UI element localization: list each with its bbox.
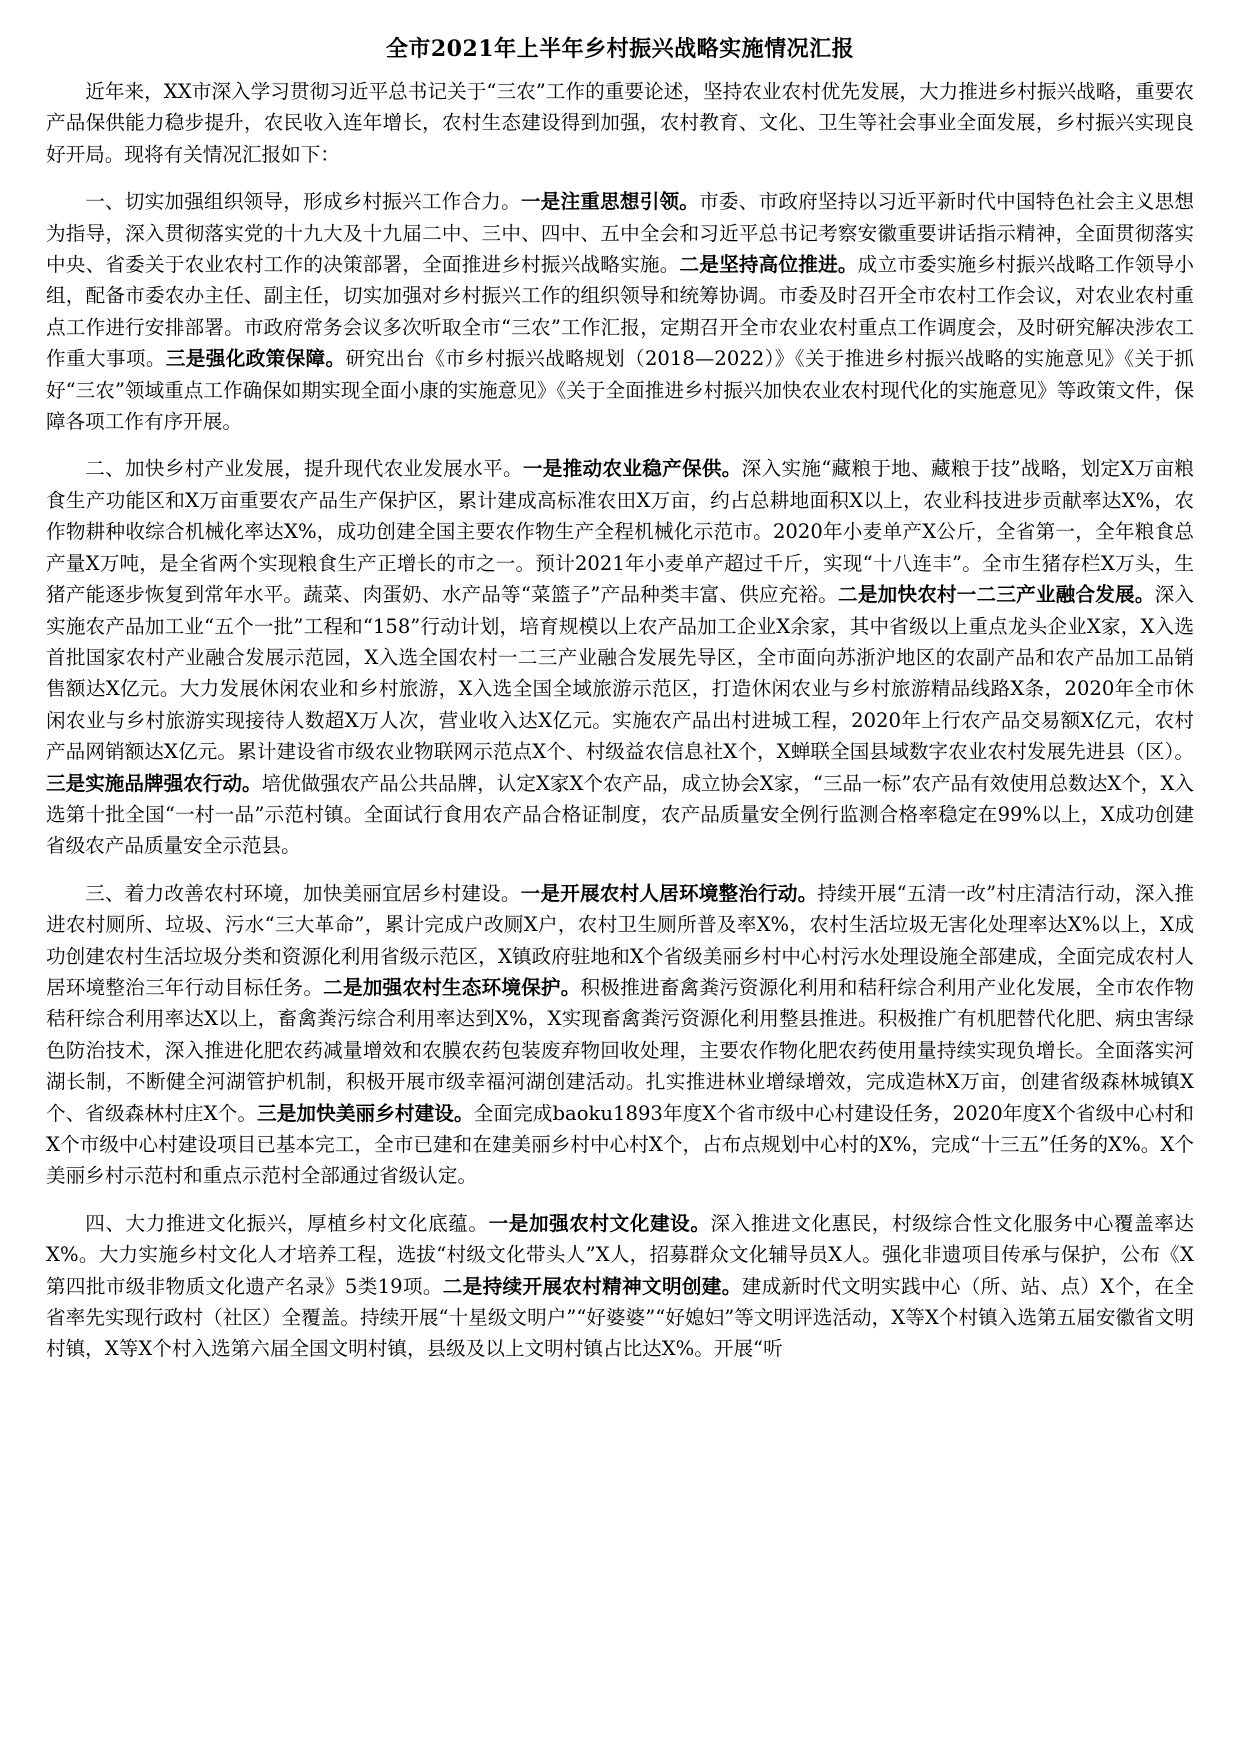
paragraph-text: 深入推进文化惠民，村级综合性文化服务中心覆盖率达X%。大力实施乡村文化人才培养工程，选拔“村级文化带头人”X人，招募群众文化辅导员X人。强化非遗项目传承与保护，公布《X第四批市级非物质文化遗产名录》5类19项。	[46, 1211, 1195, 1298]
bold-subheading: 二是坚持高位推进。	[679, 253, 858, 277]
paragraph-text: 成立市委实施乡村振兴战略工作领导小组，配备市委农办主任、副主任，切实加强对乡村振兴工作的组织领导和统筹协调。市委及时召开全市农村工作会议，对农业农村重点工作进行安排部署。市政府常务会议多次听取全市“三农”工作汇报，定期召开全市农业农村重点工作调度会，及时研究解决涉农工作重大事项。	[46, 253, 1195, 371]
paragraph-text: 培优做强农产品公共品牌，认定X家X个农产品，成立协会X家，“三品一标”农产品有效使用总数达X个，X入选第十批全国“一村一品”示范村镇。全面试行食用农产品合格证制度，农产品质量安全例行监测合格率稳定在99%以上，X成功创建省级农产品质量安全示范县。	[46, 771, 1194, 858]
paragraph-section-3	[46, 878, 1194, 1192]
section-heading: 四、大力推进文化振兴，厚植乡村文化底蕴。	[85, 1211, 489, 1235]
paragraph-text: 全面完成baoku1893年度X个省市级中心村建设任务，2020年度X个省级中心村和X个市级中心村建设项目已基本完工，全市已建和在建美丽乡村中心村X个，占布点规划中心村的X%，完成“十三五”任务的X%。X个美丽乡村示范村和重点示范村全部通过省级认定。	[46, 1101, 1195, 1188]
bold-subheading: 三是加快美丽乡村建设。	[257, 1101, 474, 1125]
paragraph-section-2	[46, 453, 1194, 861]
paragraph-text: 深入实施农产品加工业“五个一批”工程和“158”行动计划，培育规模以上农产品加工企业X余家，其中省级以上重点龙头企业X家，X入选首批国家农村产业融合发展示范园，X入选全国农村一二三产业融合发展先导区，全市面向苏浙沪地区的农副产品和农产品加工品销售额达X亿元。大力发展休闲农业和乡村旅游，X入选全国全域旅游示范区，打造休闲农业与乡村旅游精品线路X条，2020年全市休闲农业与乡村旅游实现接待人数超X万人次，营业收入达X亿元。实施农产品出村进城工程，2020年上行农产品交易额X亿元，农村产品网销额达X亿元。累计建设省市级农业物联网示范点X个、村级益农信息社X个，X蝉联全国县域数字农业农村发展先进县（区）。	[46, 583, 1195, 764]
bold-subheading: 三是实施品牌强农行动。	[46, 771, 262, 795]
section-heading: 三、着力改善农村环境，加快美丽宜居乡村建设。	[85, 881, 521, 905]
bold-subheading: 二是加强农村生态环境保护。	[323, 975, 581, 999]
paragraph-text: 深入实施“藏粮于地、藏粮于技”战略，划定X万亩粮食生产功能区和X万亩重要农产品生产保护区，累计建成高标准农田X万亩，约占总耕地面积X以上，农业科技进步贡献率达X%，农作物耕种收综合机械化率达X%，成功创建全国主要农作物生产全程机械化示范市。2020年小麦单产X公斤，全省第一，全年粮食总产量X万吨，是全省两个实现粮食生产正增长的市之一。预计2021年小麦单产超过千斤，实现“十八连丰”。全市生猪存栏X万头，生猪产能逐步恢复到常年水平。蔬菜、肉蛋奶、水产品等“菜篮子”产品种类丰富、供应充裕。	[46, 457, 1195, 607]
paragraph-text: 建成新时代文明实践中心（所、站、点）X个，在全省率先实现行政村（社区）全覆盖。持续开展“十星级文明户”“好婆婆”“好媳妇”等文明评选活动，X等X个村镇入选第五届安徽省文明村镇，X等X个村入选第六届全国文明村镇，县级及以上文明村镇占比达X%。开展“听	[46, 1274, 1194, 1361]
paragraph-section-4	[46, 1208, 1194, 1365]
bold-subheading: 一是开展农村人居环境整治行动。	[520, 881, 818, 905]
paragraph-text: 研究出台《市乡村振兴战略规划（2018—2022）》《关于推进乡村振兴战略的实施意见》《关于抓好“三农”领域重点工作确保如期实现全面小康的实施意见》《关于全面推进乡村振兴加快农业农村现代化的实施意见》等政策文件，保障各项工作有序开展。	[46, 347, 1195, 434]
bold-subheading: 二是加快农村一二三产业融合发展。	[838, 583, 1155, 607]
paragraph-intro	[46, 76, 1194, 170]
paragraph-text: 市委、市政府坚持以习近平新时代中国特色社会主义思想为指导，深入贯彻落实党的十九大及十九届二中、三中、四中、五中全会和习近平总书记考察安徽重要讲话指示精神，全面贯彻落实中央、省委关于农业农村工作的决策部署，全面推进乡村振兴战略实施。	[46, 190, 1195, 277]
paragraph-text: 持续开展“五清一改”村庄清洁行动，深入推进农村厕所、垃圾、污水“三大革命”，累计完成户改厕X户，农村卫生厕所普及率X%，农村生活垃圾无害化处理率达X%以上，X成功创建农村生活垃圾分类和资源化利用省级示范区，X镇政府驻地和X个省级美丽乡村中心村污水处理设施全部建成，全面完成农村人居环境整治三年行动目标任务。	[46, 881, 1195, 999]
bold-subheading: 二是持续开展农村精神文明创建。	[442, 1274, 742, 1298]
section-heading: 二、加快乡村产业发展，提升现代农业发展水平。	[85, 457, 523, 481]
section-heading: 一、切实加强组织领导，形成乡村振兴工作合力。	[85, 190, 521, 214]
bold-subheading: 一是推动农业稳产保供。	[522, 457, 742, 481]
paragraph-text: 积极推进畜禽粪污资源化利用和秸秆综合利用产业化发展，全市农作物秸秆综合利用率达X以上，畜禽粪污综合利用率达到X%，X实现畜禽粪污资源化利用整县推进。积极推广有机肥替代化肥、病虫害绿色防治技术，深入推进化肥农药减量增效和农膜农药包装废弃物回收处理，主要农作物化肥农药使用量持续实现负增长。全面落实河湖长制，不断健全河湖管护机制，积极开展市级幸福河湖创建活动。扎实推进林业增绿增效，完成造林X万亩，创建省级森林城镇X个、省级森林村庄X个。	[46, 975, 1195, 1125]
bold-subheading: 一是加强农村文化建设。	[488, 1211, 711, 1235]
paragraph-text: 近年来，XX市深入学习贯彻习近平总书记关于“三农”工作的重要论述，坚持农业农村优先发展，大力推进乡村振兴战略，重要农产品保供能力稳步提升，农民收入连年增长，农村生态建设得到加强，农村教育、文化、卫生等社会事业全面发展，乡村振兴实现良好开局。现将有关情况汇报如下：	[46, 80, 1194, 166]
paragraph-section-1	[46, 186, 1194, 437]
bold-subheading: 一是注重思想引领。	[520, 190, 700, 214]
bold-subheading: 三是强化政策保障。	[165, 347, 346, 371]
document-title: 全市2021年上半年乡村振兴战略实施情况汇报	[385, 36, 855, 62]
